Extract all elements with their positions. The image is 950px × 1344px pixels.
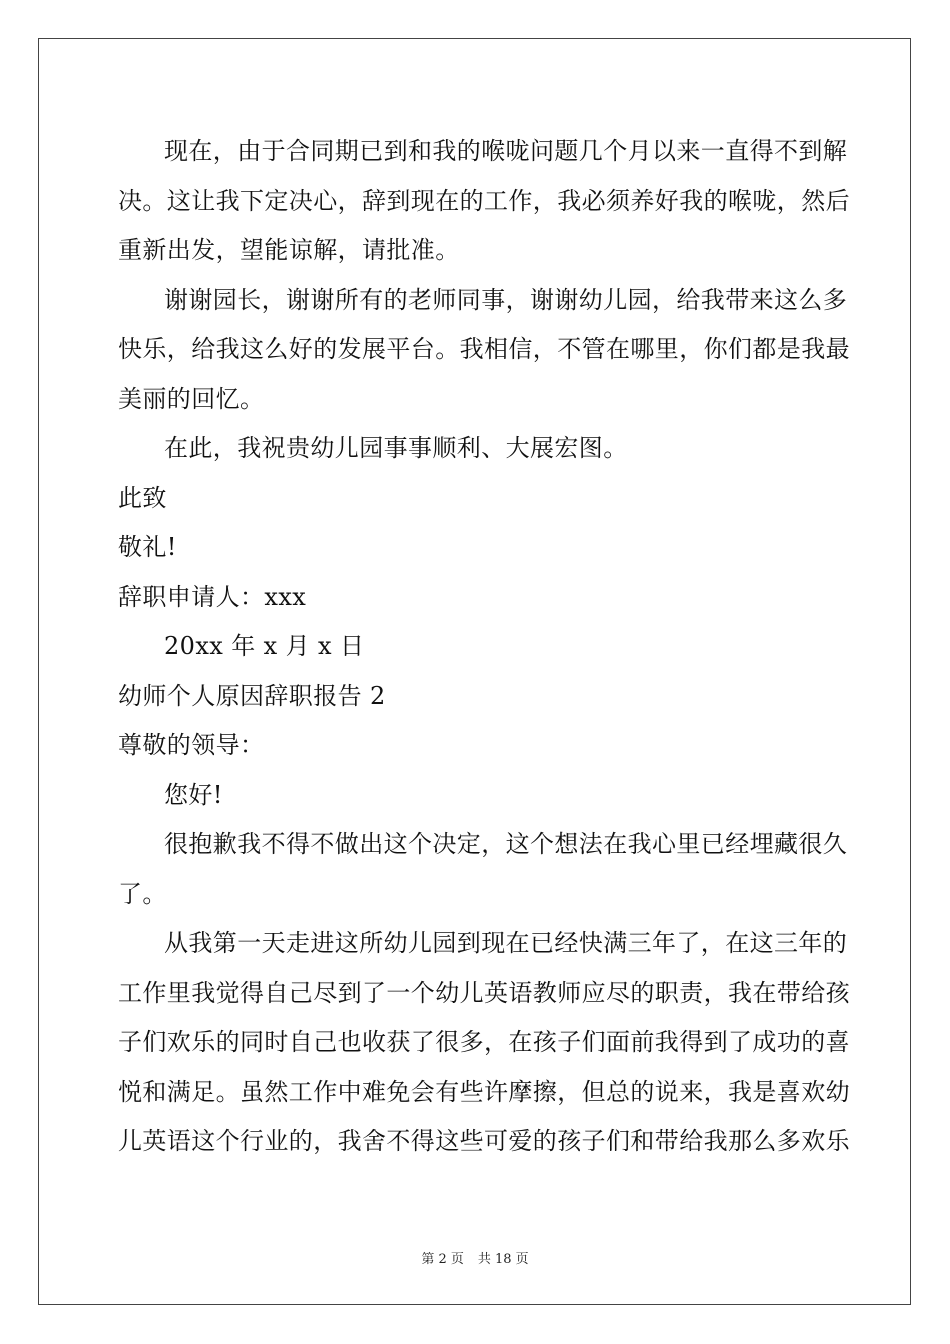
page-number: 第 2 页 — [421, 1252, 464, 1267]
paragraph-line: 工作里我觉得自己尽到了一个幼儿英语教师应尽的职责，我在带给孩 — [118, 978, 850, 1007]
applicant-line: 辞职申请人：xxx — [118, 582, 307, 611]
document-body — [118, 127, 850, 1167]
greeting-line: 尊敬的领导： — [118, 731, 265, 759]
greeting-line: 您好! — [164, 780, 223, 809]
paragraph-line: 悦和满足。虽然工作中难免会有些许摩擦，但总的说来，我是喜欢幼 — [118, 1077, 850, 1106]
closing-line: 此致 — [118, 483, 167, 512]
paragraph-line: 子们欢乐的同时自己也收获了很多，在孩子们面前我得到了成功的喜 — [118, 1028, 850, 1056]
paragraph-line: 重新出发，望能谅解，请批准。 — [118, 236, 460, 264]
page-total: 共 18 页 — [477, 1252, 529, 1267]
paragraph-line: 从我第一天走进这所幼儿园到现在已经快满三年了，在这三年的 — [164, 929, 848, 957]
salutation-line: 敬礼! — [118, 533, 177, 561]
paragraph-line: 了。 — [118, 879, 167, 908]
paragraph-line: 儿英语这个行业的，我舍不得这些可爱的孩子们和带给我那么多欢乐 — [118, 1127, 850, 1155]
paragraph-line: 快乐，给我这么好的发展平台。我相信，不管在哪里，你们都是我最 — [118, 335, 850, 363]
paragraph-line: 在此，我祝贵幼儿园事事顺利、大展宏图。 — [164, 434, 628, 462]
page-footer — [0, 1248, 950, 1267]
section-title: 幼师个人原因辞职报告 2 — [118, 681, 386, 710]
date-line: 20xx 年 x 月 x 日 — [164, 632, 365, 660]
paragraph-line: 决。这让我下定决心，辞到现在的工作，我必须养好我的喉咙，然后 — [118, 186, 850, 215]
paragraph-line: 很抱歉我不得不做出这个决定，这个想法在我心里已经埋藏很久 — [164, 830, 848, 858]
paragraph-line: 现在，由于合同期已到和我的喉咙问题几个月以来一直得不到解 — [164, 137, 848, 165]
paragraph-line: 美丽的回忆。 — [118, 384, 265, 413]
paragraph-line: 谢谢园长，谢谢所有的老师同事，谢谢幼儿园，给我带来这么多 — [164, 285, 848, 314]
